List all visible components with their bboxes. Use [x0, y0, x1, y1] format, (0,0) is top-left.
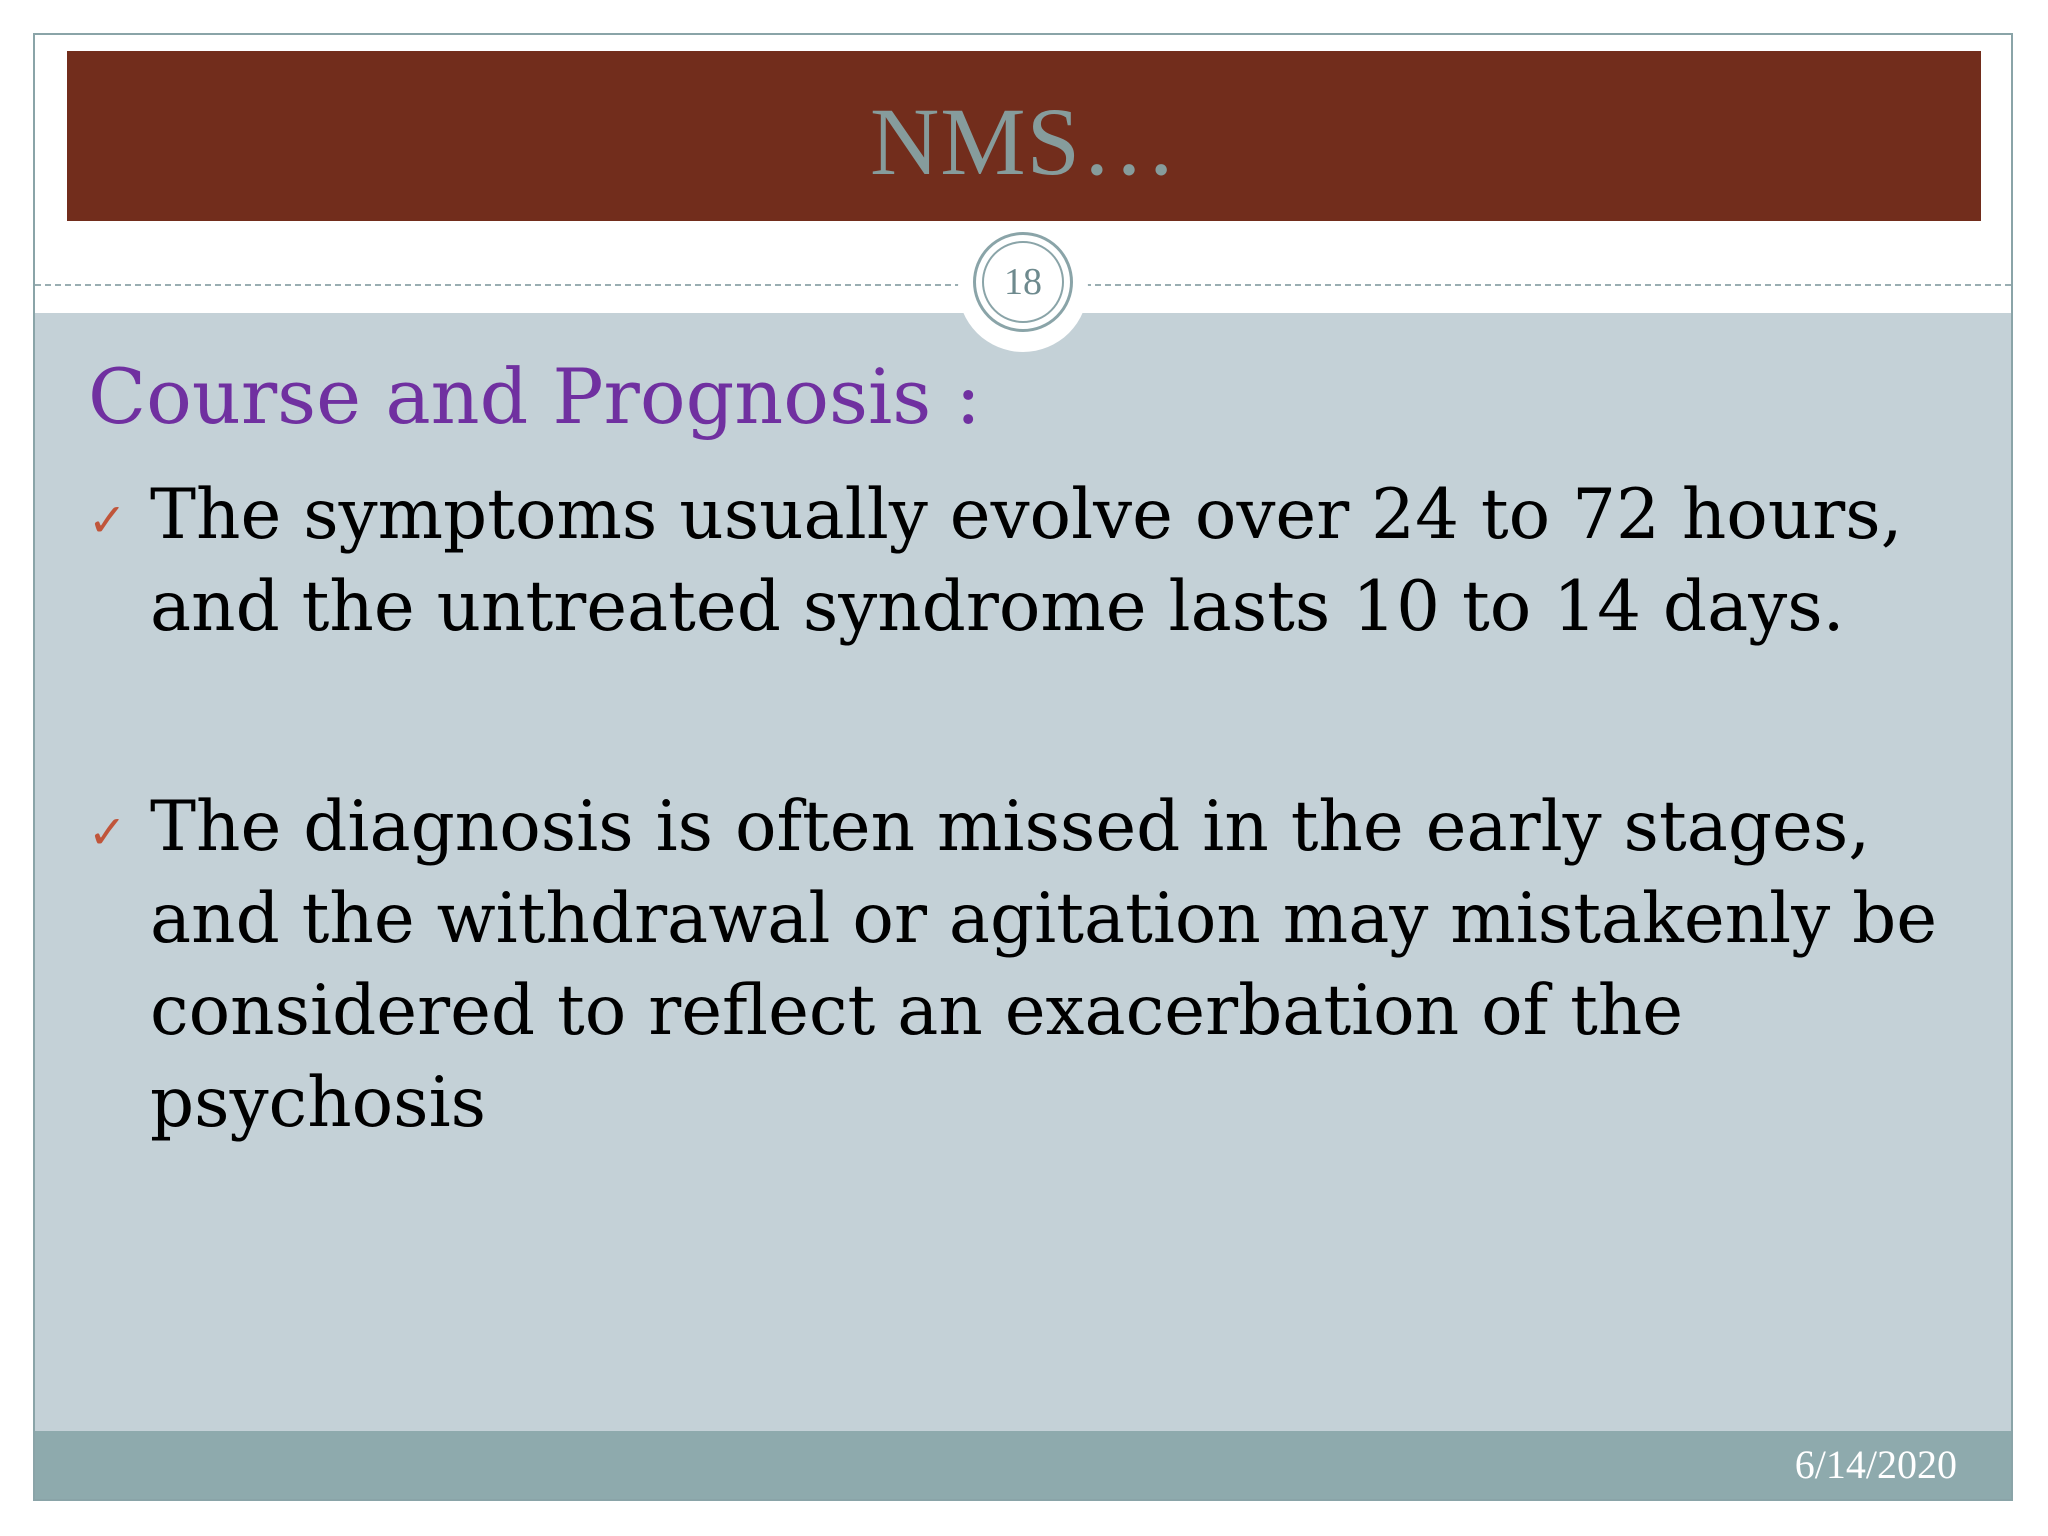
slide-title: NMS… — [869, 87, 1179, 195]
bullet-text: The diagnosis is often missed in the early stages, and the withdrawal or agitation may mistakenly be considered to reflect an exacerbation of the psychosis — [150, 787, 1938, 1143]
title-bar — [67, 51, 1981, 221]
check-icon: ✓ — [88, 493, 127, 547]
bullet-item — [88, 469, 1988, 653]
footer-date: 6/14/2020 — [1794, 1442, 1957, 1487]
page-number: 18 — [982, 241, 1064, 323]
check-icon: ✓ — [88, 805, 127, 859]
page-number-badge — [973, 232, 1073, 332]
footer-bar — [35, 1431, 2011, 1499]
bullet-item — [88, 781, 1988, 1149]
bullet-text: The symptoms usually evolve over 24 to 72 hours, and the untreated syndrome lasts 10 to 14 days. — [150, 475, 1903, 647]
section-heading: Course and Prognosis : — [88, 352, 982, 441]
